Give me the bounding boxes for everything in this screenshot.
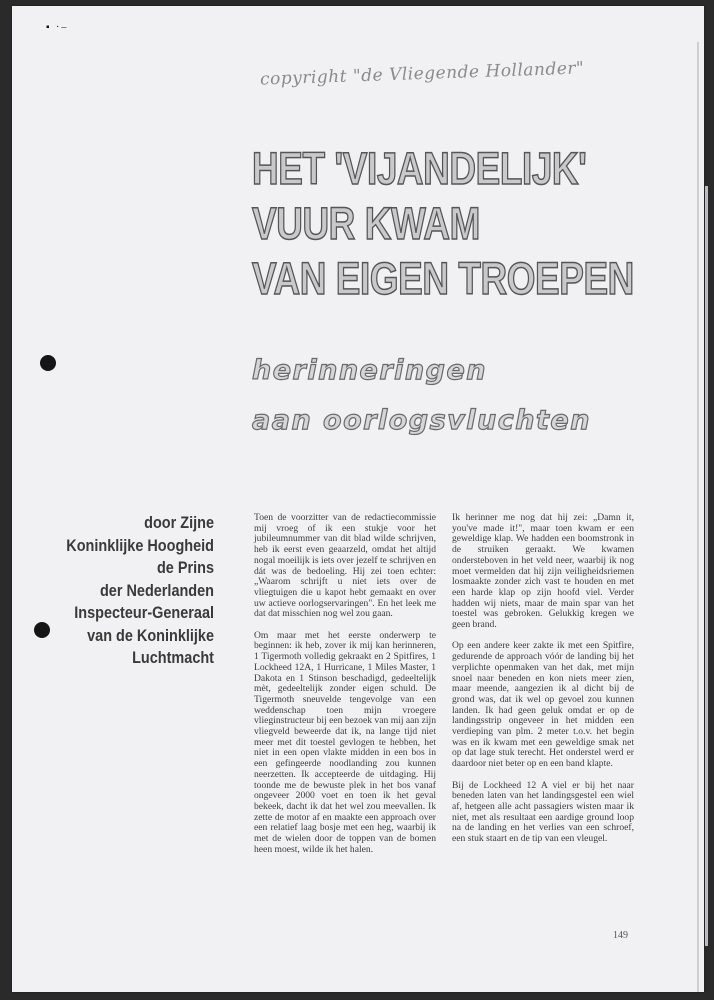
punch-hole-upper — [40, 355, 56, 371]
paragraph: Bij de Lockheed 12 A viel er bij het naar beneden laten van het landingsgestel een wiel af, hetgeen alle acht passagiers wisten maar ik niet, met als resultaat een aardige ground loop na de landing en het verlies van een schroef, een stuk staart en de tip van een vleugel. — [452, 779, 634, 845]
byline-line: Koninklijke Hoogheid — [66, 535, 214, 555]
title-line-2: VUUR KWAM — [252, 198, 480, 249]
paragraph: Ik herinner me nog dat hij zei: „Damn it, you've made it!", maar toen kwam er een geweldige klap. We hadden een boomstronk in de struiken geraakt. We kwamen ondersteboven in het veld neer, waarbij ik nog moet vermelden dat hij zijn veiligheidsriemen losmaakte zonder zich vast te houden en met een harde klap op zijn hoofd viel. Verder hadden wij niets, maar de main spar van het toestel was gebroken. Gelukkig kregen we geen brand. — [452, 512, 634, 631]
title-line-3: VAN EIGEN TROEPEN — [252, 253, 634, 304]
byline-line: door Zijne — [144, 513, 214, 532]
title-line-1: HET 'VIJANDELIJK' — [252, 143, 587, 194]
byline-line: Luchtmacht — [132, 648, 214, 667]
subtitle-line-1: herinneringen — [252, 355, 488, 386]
text-column-1 — [254, 513, 436, 866]
byline-line: van de Koninklijke — [87, 625, 214, 645]
edge-shadow — [705, 186, 708, 946]
article-subtitle — [252, 346, 591, 446]
document-page — [12, 6, 704, 992]
byline-line: der Nederlanden — [99, 580, 214, 600]
subtitle-line-2: aan oorlogsvluchten — [252, 405, 591, 436]
paragraph: Toen de voorzitter van de redactiecommissie mij vroeg of ik een stukje voor het jubileumnummer van dit blad wilde schrijven, heb ik eerst even geaarzeld, omdat het altijd nogal moeilijk is iets over jezelf te schrijven en dát was de bedoeling. Hij zei toen echter: „Waarom schrijft u niet iets over de vliegtuigen die u kapot hebt gemaakt en over uw actieve oorlogservaringen". En het leek me dat dat misschien nog wel zou gaan. — [254, 512, 436, 620]
text-column-2 — [452, 513, 634, 855]
copyright-note: copyright "de Vliegende Hollander" — [259, 58, 585, 90]
page-number: 149 — [613, 930, 628, 941]
paragraph: Om maar met het eerste onderwerp te beginnen: ik heb, zover ik mij kan herinneren, 1 Tigermoth volledig gekraakt en 2 Spitfires, 1 Lockheed 12A, 1 Hurricane, 1 Miles Master, 1 Dakota en 1 Stinson beschadigd, gedeeltelijk mèt, gedeeltelijk zonder eigen schuld. De Tigermoth sneuvelde tengevolge van een weddenschap toen mijn vroegere vlieginstructeur bij een bezoek van mij aan zijn vliegveld beweerde dat ik, na lange tijd niet meer met dit toestel gevlogen te hebben, het niet in een open vlakte midden in een bos in een gefingeerde noodlanding zou kunnen neerzetten. Ik accepteerde de uitdaging. Hij toonde me de bewuste plek in het bos vanaf ongeveer 2000 voet en toen ik het geval bekeek, dacht ik dat het wel zou meevallen. Ik zette de motor af en maakte een approach over een relatief laag bosje met een heg, waarbij ik met de wielen door de toppen van de bomen heen moest, wilde ik het halen. — [254, 629, 436, 855]
margin-line — [697, 42, 699, 992]
corner-mark: ▪ ·– — [46, 22, 69, 33]
author-byline — [14, 512, 214, 670]
byline-line: Inspecteur-Generaal — [74, 603, 214, 622]
article-title — [252, 141, 634, 306]
byline-line: de Prins — [156, 558, 214, 577]
paragraph: Op een andere keer zakte ik met een Spitfire, gedurende de approach vóór de landing bij het verplichte openmaken van het dak, met mijn snoel naar beneden en kon niets meer zien, maar meende, aangezien ik al dicht bij de grond was, dat ik wel op gevoel zou kunnen landen. Ik had geen geluk omdat er op de landingsstrip ongeveer in het midden een verdieping van plm. 2 meter t.o.v. het begin was en ik kwam met een geweldige smak net op dat lage stuk terecht. Het onderstel werd er daardoor niet beter op en een band klapte. — [452, 640, 634, 770]
